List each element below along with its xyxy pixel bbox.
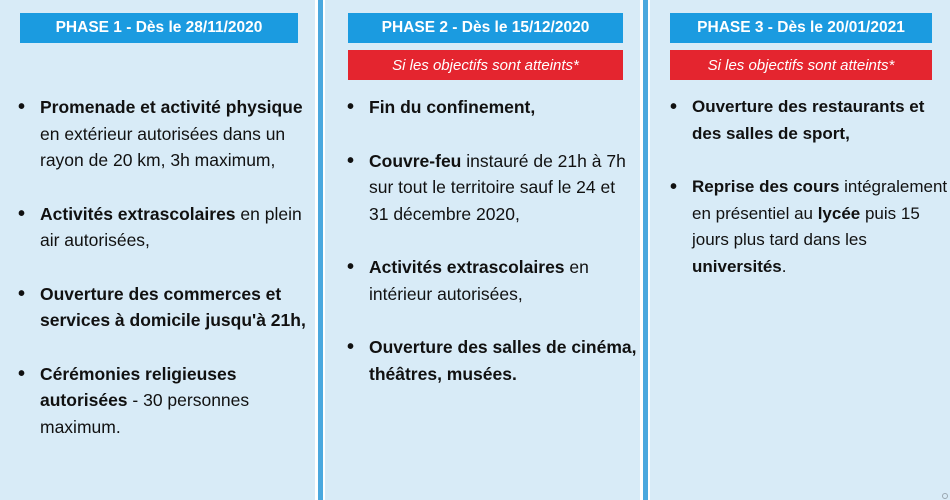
phase-3-header: PHASE 3 - Dès le 20/01/2021 — [670, 13, 932, 43]
measure-text: puis 15 jours plus tard dans les — [692, 203, 920, 249]
phase-3-condition-badge: Si les objectifs sont atteints* — [670, 50, 932, 80]
bullet-icon: • — [18, 96, 26, 118]
measure-text-bold: Cérémonies religieuses autorisées — [40, 363, 237, 410]
bullet-icon: • — [347, 149, 355, 172]
phase-2-measures — [347, 94, 637, 414]
phase-1-header: PHASE 1 - Dès le 28/11/2020 — [20, 13, 298, 43]
measure-text-bold: Activités extrascolaires — [369, 257, 565, 277]
phase-3-measures — [670, 94, 950, 307]
measure-text-bold: Activités extrascolaires — [40, 203, 236, 224]
measure-text-bold: Ouverture des salles de cinéma, théâtres, musées. — [369, 337, 637, 384]
measure-item — [18, 361, 308, 441]
measure-text-bold: Promenade et activité physique — [40, 97, 303, 117]
column-divider — [318, 0, 323, 500]
measure-item — [670, 94, 950, 147]
measure-item — [347, 94, 637, 121]
measure-text: en plein air autorisées, — [40, 203, 302, 250]
phase-3-column — [650, 0, 950, 500]
measure-text: en intérieur autorisées, — [369, 257, 589, 304]
phase-1-measures — [18, 94, 308, 467]
measure-text-bold: Reprise des cours — [692, 177, 840, 196]
measure-item — [347, 254, 637, 307]
measure-text-bold: universités — [692, 256, 782, 276]
measure-text-bold: Fin du confinement, — [369, 97, 536, 117]
bullet-icon: • — [18, 362, 26, 385]
bullet-icon: • — [670, 176, 678, 198]
bullet-icon: • — [18, 202, 26, 225]
corner-dot-icon — [942, 493, 948, 499]
measure-text: intégralement en présentiel au — [692, 177, 948, 223]
bullet-icon: • — [347, 256, 355, 278]
measure-item — [670, 174, 950, 280]
measure-item — [18, 94, 308, 174]
measure-item — [18, 201, 308, 254]
measure-item — [18, 281, 308, 334]
measure-item — [347, 334, 637, 387]
column-divider — [643, 0, 648, 500]
phase-2-header: PHASE 2 - Dès le 15/12/2020 — [348, 13, 623, 43]
phase-1-column — [0, 0, 315, 500]
measure-text: en extérieur autorisées dans un rayon de 20 km, 3h maximum, — [40, 123, 286, 170]
bullet-icon: • — [347, 336, 355, 358]
measure-text: . — [781, 256, 787, 276]
measure-text-bold: Ouverture des restaurants et des salles de sport, — [692, 97, 925, 143]
measure-text: instauré de 21h à 7h sur tout le territoire sauf le 24 et 31 décembre 2020, — [369, 150, 626, 224]
bullet-icon: • — [670, 96, 678, 118]
phase-2-condition-badge: Si les objectifs sont atteints* — [348, 50, 623, 80]
measure-item — [347, 148, 637, 228]
measure-text: - 30 personnes maximum. — [40, 390, 250, 437]
bullet-icon: • — [347, 96, 355, 118]
bullet-icon: • — [18, 282, 26, 305]
measure-text-bold: Ouverture des commerces et services à domicile jusqu'à 21h, — [40, 283, 306, 330]
phase-2-column — [325, 0, 640, 500]
measure-text-bold: lycée — [817, 203, 861, 223]
measure-text-bold: Couvre-feu — [369, 150, 462, 171]
